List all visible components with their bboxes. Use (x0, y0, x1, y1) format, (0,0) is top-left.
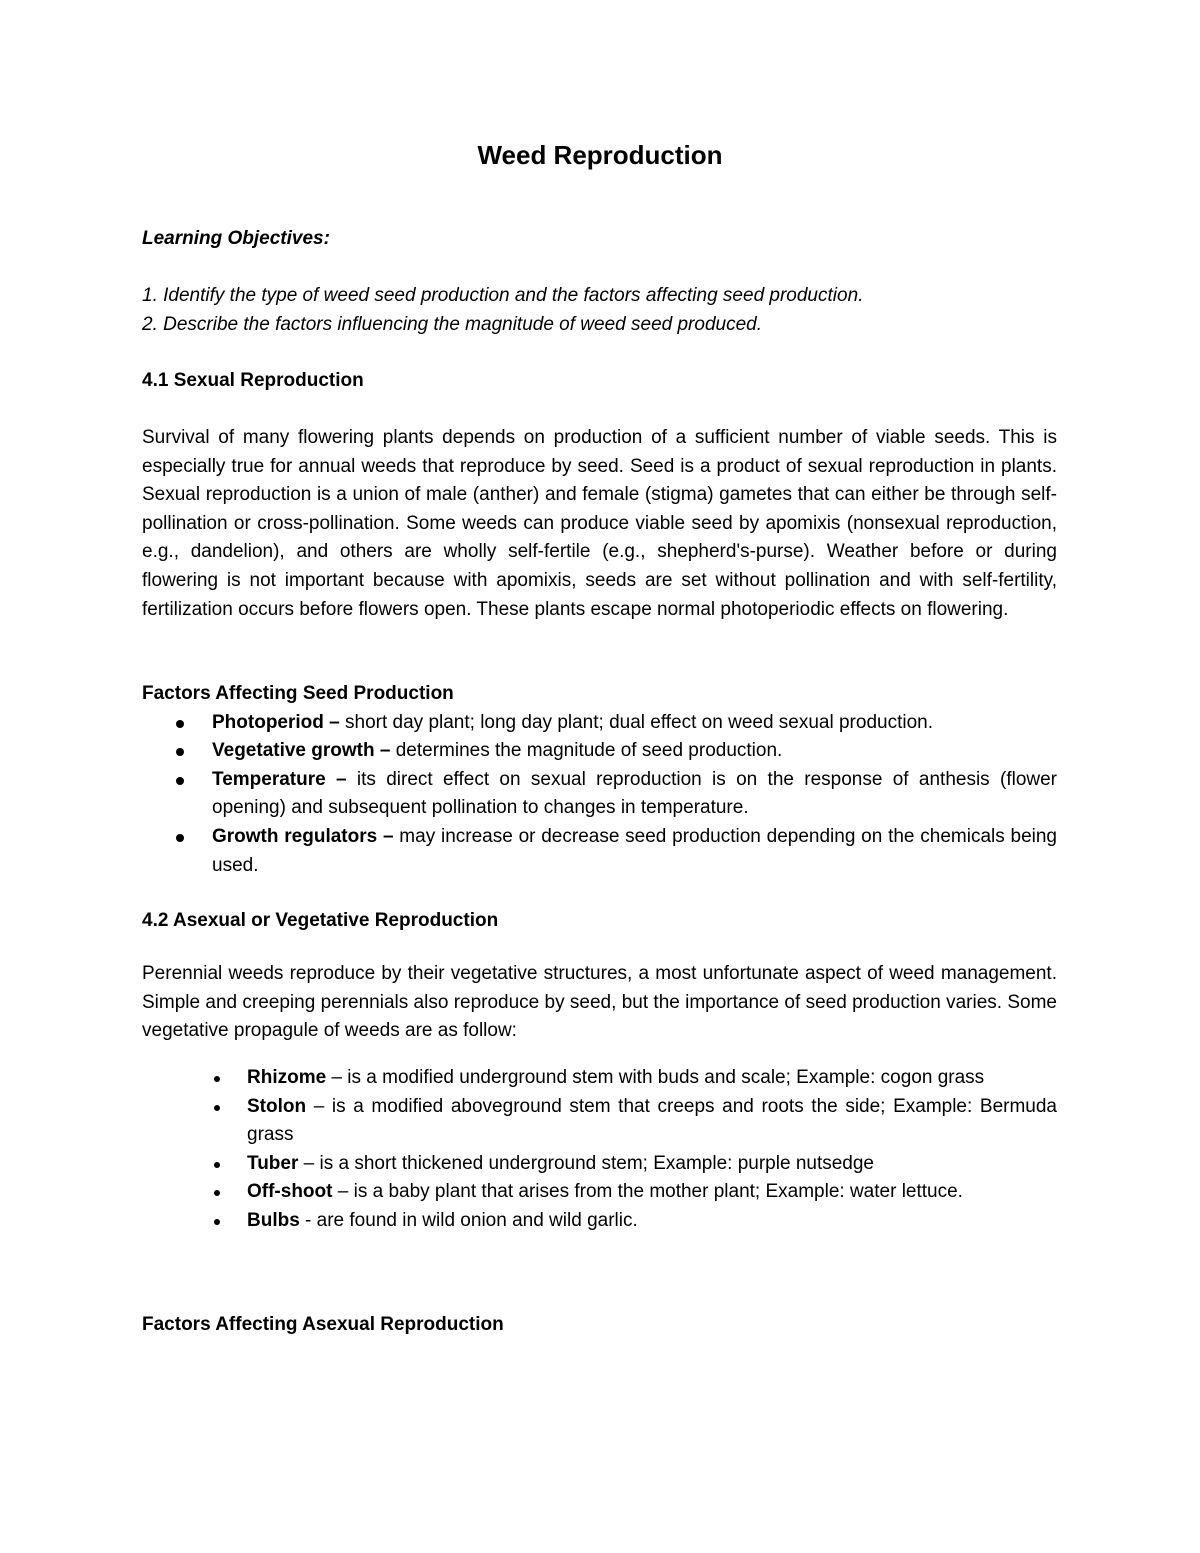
bullet-icon (176, 748, 184, 756)
definition: - are found in wild onion and wild garlic. (299, 1209, 638, 1231)
sexual-reproduction-paragraph: Survival of many flowering plants depends on production of a sufficient number of viable seeds. This is especially true for annual weeds that reproduce by seed. Seed is a product of sexual reproduction in plants. Sexual reproduction is a union of male (anther) and female (stigma) gametes that can either be through self-pollination or cross-pollination. Some weeds can produce viable seed by apomixis (nonsexual reproduction, e.g., dandelion), and others are wholly self-fertile (e.g., shepherd's-purse). Weather before or during flowering is not important because with apomixis, seeds are set without pollination and with self-fertility, fertilization occurs before flowers open. These plants escape normal photoperiodic effects on flowering. (142, 427, 1057, 620)
definition: short day plant; long day plant; dual effect on weed sexual production. (339, 711, 934, 733)
bullet-icon (214, 1219, 220, 1225)
page-title: Weed Reproduction (477, 140, 723, 170)
objectives-heading: Learning Objectives: (142, 228, 330, 249)
vegetative-propagules (142, 1064, 1057, 1236)
list-item (142, 1207, 1057, 1236)
bullet-icon (176, 777, 184, 785)
definition: may increase or decrease seed production depending on the chemicals being used. (212, 825, 1058, 876)
bullet-icon (214, 1105, 220, 1111)
bullet-icon (214, 1162, 220, 1168)
term: Off-shoot (247, 1181, 333, 1203)
definition: determines the magnitude of seed production. (390, 740, 783, 762)
list-item (142, 709, 1057, 738)
list-item (142, 1178, 1057, 1207)
list-item (142, 1150, 1057, 1179)
term: Stolon (247, 1095, 307, 1117)
list-item (142, 1093, 1057, 1150)
objective-item: 2. Describe the factors influencing the magnitude of weed seed produced. (142, 313, 762, 335)
definition: – is a baby plant that arises from the mother plant; Example: water lettuce. (332, 1181, 963, 1203)
term: Growth regulators – (212, 825, 394, 847)
term: Photoperiod – (212, 711, 340, 733)
term: Temperature – (212, 768, 347, 790)
factors-heading: Factors Affecting Seed Production (142, 683, 454, 704)
bullet-icon (176, 834, 184, 842)
term: Tuber (247, 1152, 299, 1174)
definition: its direct effect on sexual reproduction is on the response of anthesis (flower opening) and subsequent pollination to changes in temperature. (212, 768, 1057, 819)
bullet-icon (214, 1076, 220, 1082)
definition: – is a short thickened underground stem; Example: purple nutsedge (298, 1152, 874, 1174)
list-item (142, 737, 1057, 766)
term: Bulbs (247, 1209, 300, 1231)
seed-production-factors (142, 680, 1057, 880)
term: Vegetative growth – (212, 740, 391, 762)
term: Rhizome (247, 1067, 327, 1088)
objective-item: 1. Identify the type of weed seed production and the factors affecting seed production. (142, 285, 864, 307)
section-heading-asexual: 4.2 Asexual or Vegetative Reproduction (142, 910, 499, 931)
list-item (142, 823, 1057, 880)
asexual-factors-heading: Factors Affecting Asexual Reproduction (142, 1314, 504, 1335)
definition: – is a modified underground stem with buds and scale; Example: cogon grass (326, 1067, 985, 1088)
list-item (142, 766, 1057, 823)
definition: – is a modified aboveground stem that creeps and roots the side; Example: Bermuda grass (247, 1095, 1057, 1146)
section-heading-sexual: 4.1 Sexual Reproduction (142, 370, 364, 391)
list-item (142, 1064, 1057, 1093)
bullet-icon (214, 1190, 220, 1196)
bullet-icon (176, 720, 184, 728)
asexual-reproduction-paragraph: Perennial weeds reproduce by their vegetative structures, a most unfortunate aspect of weed management. Simple and creeping perennials also reproduce by seed, but the importance of seed production varies. Some vegetative propagule of weeds are as follow: (142, 963, 1057, 1042)
objectives (142, 225, 1057, 339)
